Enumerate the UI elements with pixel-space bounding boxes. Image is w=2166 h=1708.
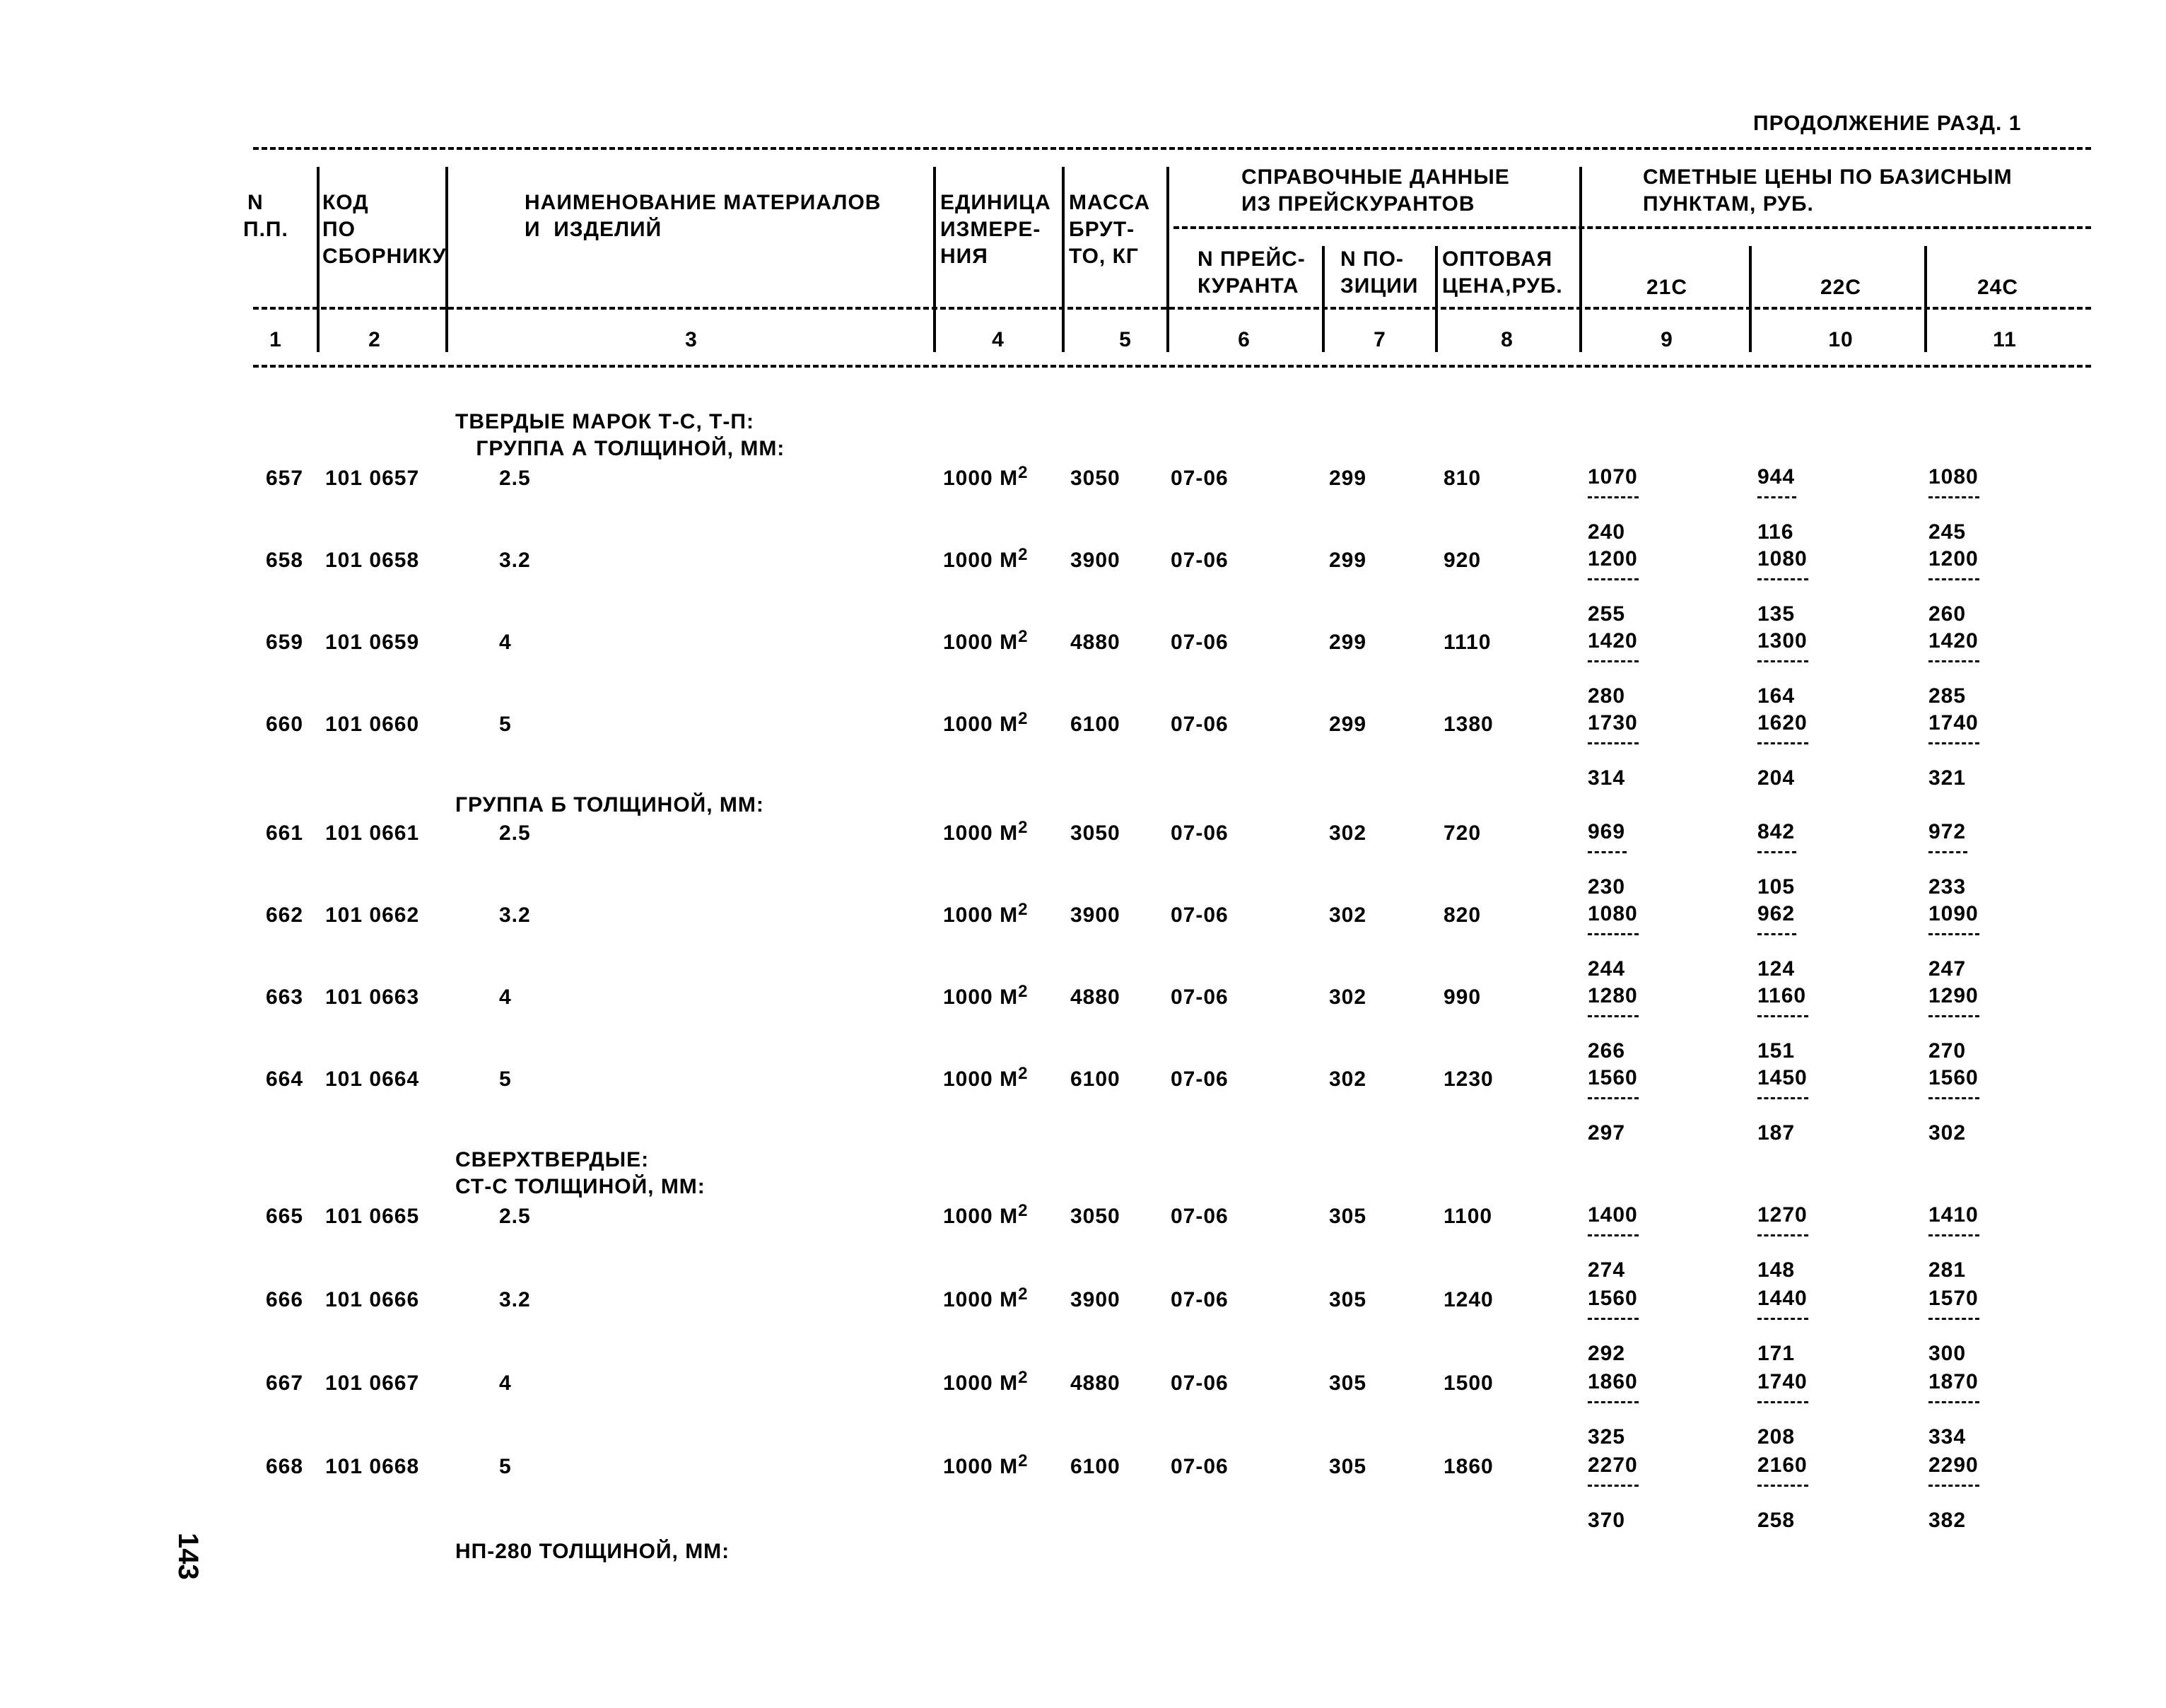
- row-wholesale-price: 820: [1444, 903, 1482, 927]
- col-number: 4: [992, 328, 1005, 351]
- row-estimate-p22-top: 962: [1757, 902, 1796, 925]
- row-code: 101 0660: [325, 713, 420, 736]
- row-estimate-p24-bottom: 260: [1928, 602, 1967, 626]
- fraction-bar: [1757, 578, 1808, 580]
- row-position: 299: [1329, 713, 1367, 736]
- header-code: СБОРНИКУ: [322, 245, 447, 268]
- fraction-bar: [1928, 933, 1979, 935]
- header-unit: ИЗМЕРЕ-: [940, 218, 1041, 241]
- row-price-list: 07-06: [1171, 1371, 1229, 1395]
- unit-text: 1000 М: [943, 903, 1019, 927]
- row-estimate-p24-top: 2290: [1928, 1453, 1979, 1477]
- fraction-bar: [1757, 1097, 1808, 1099]
- row-number: 658: [266, 549, 304, 572]
- row-code: 101 0658: [325, 549, 420, 572]
- row-number: 664: [266, 1068, 304, 1091]
- row-unit: [943, 627, 1029, 654]
- header-wholesale: ОПТОВАЯ: [1442, 247, 1553, 271]
- fraction-bar: [1588, 1015, 1639, 1017]
- row-wholesale-price: 920: [1444, 549, 1482, 572]
- fraction-bar: [1588, 1485, 1639, 1487]
- row-position: 305: [1329, 1371, 1367, 1395]
- unit-superscript: 2: [1018, 1451, 1029, 1470]
- row-estimate-p22-top: 842: [1757, 820, 1796, 843]
- row-name: 4: [499, 1371, 512, 1395]
- continuation-note: ПРОДОЛЖЕНИЕ РАЗД. 1: [1753, 112, 2022, 135]
- row-estimate-p24-bottom: 270: [1928, 1039, 1967, 1063]
- row-mass: 3050: [1070, 1205, 1120, 1228]
- row-estimate-p21-top: 1070: [1588, 465, 1638, 489]
- row-estimate-p21-bottom: 240: [1588, 520, 1626, 544]
- row-unit: [943, 1285, 1029, 1311]
- row-mass: 4880: [1070, 985, 1120, 1009]
- row-estimate-p22-bottom: 171: [1757, 1342, 1796, 1365]
- unit-superscript: 2: [1018, 1201, 1029, 1220]
- row-name: 3.2: [499, 903, 531, 927]
- row-position: 305: [1329, 1205, 1367, 1228]
- row-wholesale-price: 810: [1444, 467, 1482, 490]
- fraction-bar: [1757, 742, 1808, 744]
- row-name: 5: [499, 713, 512, 736]
- group-heading: ГРУППА Б ТОЛЩИНОЙ, ММ:: [455, 793, 764, 817]
- row-estimate-p21-bottom: 244: [1588, 957, 1626, 981]
- row-wholesale-price: 1860: [1444, 1455, 1494, 1478]
- unit-superscript: 2: [1018, 545, 1029, 564]
- row-estimate-p24-bottom: 321: [1928, 766, 1967, 790]
- unit-text: 1000 М: [943, 631, 1019, 654]
- row-position: 299: [1329, 467, 1367, 490]
- header-name: И ИЗДЕЛИЙ: [525, 218, 662, 241]
- row-wholesale-price: 1380: [1444, 713, 1494, 736]
- row-estimate-p21-top: 969: [1588, 820, 1626, 843]
- header-np: N: [247, 191, 264, 214]
- row-unit: [943, 1064, 1029, 1091]
- row-estimate-p24-top: 1090: [1928, 902, 1979, 925]
- fraction-bar: [1588, 1401, 1639, 1403]
- row-estimate-p22-bottom: 258: [1757, 1509, 1796, 1532]
- row-estimate-p21-bottom: 325: [1588, 1425, 1626, 1449]
- col-number: 5: [1119, 328, 1132, 351]
- row-estimate-p21-top: 1560: [1588, 1287, 1638, 1310]
- fraction-bar: [1928, 1097, 1979, 1099]
- row-number: 657: [266, 467, 304, 490]
- row-number: 663: [266, 985, 304, 1009]
- col-sep: [1062, 167, 1065, 352]
- row-estimate-p21-bottom: 370: [1588, 1509, 1626, 1532]
- row-estimate-p22-bottom: 151: [1757, 1039, 1796, 1063]
- unit-text: 1000 М: [943, 1371, 1019, 1395]
- fraction-bar: [1757, 1401, 1808, 1403]
- row-mass: 4880: [1070, 631, 1120, 654]
- unit-superscript: 2: [1018, 463, 1029, 482]
- row-estimate-p24-bottom: 233: [1928, 875, 1967, 899]
- row-estimate-p21-top: 1200: [1588, 547, 1638, 571]
- row-name: 3.2: [499, 1288, 531, 1311]
- row-price-list: 07-06: [1171, 631, 1229, 654]
- fraction-bar: [1757, 1318, 1808, 1320]
- row-estimate-p21-top: 1730: [1588, 711, 1638, 735]
- fraction-bar: [1928, 1485, 1979, 1487]
- row-price-list: 07-06: [1171, 985, 1229, 1009]
- fraction-bar: [1757, 1015, 1808, 1017]
- row-estimate-p22-top: 1080: [1757, 547, 1808, 571]
- unit-text: 1000 М: [943, 549, 1019, 572]
- row-price-list: 07-06: [1171, 1205, 1229, 1228]
- fraction-bar: [1588, 1097, 1639, 1099]
- header-code: КОД: [322, 191, 369, 214]
- fraction-bar: [1588, 1318, 1639, 1320]
- header-price-list: N ПРЕЙС-: [1198, 247, 1306, 271]
- row-position: 299: [1329, 549, 1367, 572]
- fraction-bar: [1928, 660, 1979, 662]
- header-mid-rule: [253, 307, 2091, 310]
- row-estimate-p22-top: 944: [1757, 465, 1796, 489]
- row-code: 101 0663: [325, 985, 420, 1009]
- unit-text: 1000 М: [943, 1205, 1019, 1228]
- header-reference-group: ИЗ ПРЕЙСКУРАНТОВ: [1241, 192, 1475, 216]
- group-heading: ГРУППА А ТОЛЩИНОЙ, ММ:: [469, 437, 785, 460]
- row-wholesale-price: 1240: [1444, 1288, 1494, 1311]
- row-estimate-p21-bottom: 314: [1588, 766, 1626, 790]
- row-number: 667: [266, 1371, 304, 1395]
- row-estimate-p24-top: 972: [1928, 820, 1967, 843]
- fraction-bar: [1588, 660, 1639, 662]
- row-price-list: 07-06: [1171, 467, 1229, 490]
- unit-superscript: 2: [1018, 1285, 1029, 1304]
- fraction-bar: [1928, 1015, 1979, 1017]
- row-number: 661: [266, 821, 304, 845]
- row-estimate-p22-top: 2160: [1757, 1453, 1808, 1477]
- fraction-bar: [1757, 1234, 1808, 1236]
- row-position: 305: [1329, 1288, 1367, 1311]
- row-code: 101 0661: [325, 821, 420, 845]
- unit-superscript: 2: [1018, 900, 1029, 919]
- row-estimate-p22-bottom: 204: [1757, 766, 1796, 790]
- header-estimate-group: ПУНКТАМ, РУБ.: [1643, 192, 1814, 216]
- row-price-list: 07-06: [1171, 1068, 1229, 1091]
- row-unit: [943, 982, 1029, 1009]
- header-position: N ПО-: [1340, 247, 1404, 271]
- row-name: 2.5: [499, 821, 531, 845]
- row-name: 2.5: [499, 467, 531, 490]
- row-price-list: 07-06: [1171, 1288, 1229, 1311]
- row-unit: [943, 545, 1029, 572]
- row-estimate-p22-top: 1740: [1757, 1370, 1808, 1393]
- fraction-bar: [1757, 933, 1796, 935]
- col-sep: [1435, 246, 1438, 352]
- row-estimate-p21-bottom: 255: [1588, 602, 1626, 626]
- row-name: 4: [499, 985, 512, 1009]
- row-price-list: 07-06: [1171, 549, 1229, 572]
- header-top-rule: [253, 147, 2091, 150]
- col-number: 3: [685, 328, 698, 351]
- row-price-list: 07-06: [1171, 1455, 1229, 1478]
- row-estimate-p24-top: 1290: [1928, 984, 1979, 1007]
- row-estimate-p24-top: 1740: [1928, 711, 1979, 735]
- row-position: 302: [1329, 903, 1367, 927]
- row-mass: 6100: [1070, 713, 1120, 736]
- row-estimate-p24-top: 1420: [1928, 629, 1979, 653]
- row-price-list: 07-06: [1171, 713, 1229, 736]
- row-estimate-p22-bottom: 124: [1757, 957, 1796, 981]
- row-name: 4: [499, 631, 512, 654]
- row-estimate-p24-top: 1410: [1928, 1203, 1979, 1227]
- row-name: 2.5: [499, 1205, 531, 1228]
- row-wholesale-price: 1100: [1444, 1205, 1493, 1228]
- group-heading: СТ-С ТОЛЩИНОЙ, ММ:: [455, 1175, 706, 1198]
- unit-superscript: 2: [1018, 709, 1029, 728]
- fraction-bar: [1757, 1485, 1808, 1487]
- row-estimate-p24-top: 1870: [1928, 1370, 1979, 1393]
- fraction-bar: [1588, 496, 1639, 498]
- row-name: 5: [499, 1455, 512, 1478]
- row-position: 302: [1329, 1068, 1367, 1091]
- header-reference-group: СПРАВОЧНЫЕ ДАННЫЕ: [1241, 165, 1510, 189]
- row-estimate-p24-top: 1200: [1928, 547, 1979, 571]
- row-estimate-p22-bottom: 105: [1757, 875, 1796, 899]
- row-unit: [943, 1451, 1029, 1478]
- row-estimate-p24-bottom: 302: [1928, 1121, 1967, 1145]
- row-mass: 4880: [1070, 1371, 1120, 1395]
- row-unit: [943, 709, 1029, 736]
- header-price-24c: 24С: [1977, 276, 2019, 299]
- row-position: 299: [1329, 631, 1367, 654]
- unit-text: 1000 М: [943, 985, 1019, 1009]
- fraction-bar: [1757, 660, 1808, 662]
- row-code: 101 0662: [325, 903, 420, 927]
- row-wholesale-price: 720: [1444, 821, 1482, 845]
- row-estimate-p22-top: 1620: [1757, 711, 1808, 735]
- row-estimate-p22-bottom: 187: [1757, 1121, 1796, 1145]
- row-position: 302: [1329, 985, 1367, 1009]
- col-number: 6: [1238, 328, 1251, 351]
- header-bottom-rule: [253, 365, 2091, 368]
- fraction-bar: [1588, 578, 1639, 580]
- col-sep: [1579, 167, 1582, 352]
- row-code: 101 0666: [325, 1288, 420, 1311]
- header-price-22c: 22С: [1820, 276, 1862, 299]
- row-wholesale-price: 1110: [1444, 631, 1492, 654]
- row-number: 659: [266, 631, 304, 654]
- row-wholesale-price: 1500: [1444, 1371, 1494, 1395]
- page-number: 143: [172, 1533, 204, 1580]
- row-estimate-p21-top: 1280: [1588, 984, 1638, 1007]
- row-unit: [943, 1368, 1029, 1395]
- unit-superscript: 2: [1018, 818, 1029, 837]
- row-code: 101 0657: [325, 467, 420, 490]
- row-estimate-p24-bottom: 285: [1928, 684, 1967, 708]
- row-mass: 6100: [1070, 1455, 1120, 1478]
- row-code: 101 0659: [325, 631, 420, 654]
- unit-superscript: 2: [1018, 1064, 1029, 1083]
- header-mass: МАССА: [1069, 191, 1151, 214]
- row-mass: 3050: [1070, 467, 1120, 490]
- unit-superscript: 2: [1018, 627, 1029, 646]
- group-heading: СВЕРХТВЕРДЫЕ:: [455, 1148, 650, 1171]
- row-estimate-p24-top: 1570: [1928, 1287, 1979, 1310]
- fraction-bar: [1588, 933, 1639, 935]
- header-price-21c: 21С: [1646, 276, 1688, 299]
- header-code: ПО: [322, 218, 356, 241]
- row-estimate-p21-top: 1560: [1588, 1066, 1638, 1089]
- col-sep: [1749, 246, 1752, 352]
- fraction-bar: [1928, 496, 1979, 498]
- fraction-bar: [1588, 851, 1627, 853]
- row-estimate-p24-bottom: 245: [1928, 520, 1967, 544]
- fraction-bar: [1757, 496, 1796, 498]
- header-price-list: КУРАНТА: [1198, 274, 1299, 298]
- row-code: 101 0664: [325, 1068, 420, 1091]
- unit-text: 1000 М: [943, 1288, 1019, 1311]
- col-sep: [1322, 246, 1325, 352]
- group-heading: НП-280 ТОЛЩИНОЙ, ММ:: [455, 1540, 730, 1563]
- group-heading: ТВЕРДЫЕ МАРОК Т-С, Т-П:: [455, 410, 754, 433]
- row-number: 668: [266, 1455, 304, 1478]
- row-estimate-p21-bottom: 280: [1588, 684, 1626, 708]
- row-estimate-p21-bottom: 292: [1588, 1342, 1626, 1365]
- fraction-bar: [1928, 742, 1979, 744]
- row-estimate-p21-top: 1080: [1588, 902, 1638, 925]
- fraction-bar: [1928, 851, 1967, 853]
- row-estimate-p24-bottom: 334: [1928, 1425, 1967, 1449]
- header-wholesale: ЦЕНА,РУБ.: [1442, 274, 1563, 298]
- row-estimate-p22-bottom: 148: [1757, 1258, 1796, 1282]
- header-mass: БРУТ-: [1069, 218, 1135, 241]
- row-position: 302: [1329, 821, 1367, 845]
- fraction-bar: [1928, 1234, 1979, 1236]
- row-mass: 3050: [1070, 821, 1120, 845]
- header-unit: ЕДИНИЦА: [940, 191, 1051, 214]
- row-price-list: 07-06: [1171, 903, 1229, 927]
- row-estimate-p21-bottom: 274: [1588, 1258, 1626, 1282]
- row-unit: [943, 1201, 1029, 1228]
- fraction-bar: [1928, 1401, 1979, 1403]
- row-estimate-p22-top: 1300: [1757, 629, 1808, 653]
- row-estimate-p21-top: 1400: [1588, 1203, 1638, 1227]
- unit-superscript: 2: [1018, 1368, 1029, 1387]
- row-position: 305: [1329, 1455, 1367, 1478]
- col-sep: [317, 167, 320, 352]
- col-number: 1: [269, 328, 282, 351]
- row-name: 5: [499, 1068, 512, 1091]
- row-unit: [943, 818, 1029, 845]
- unit-text: 1000 М: [943, 821, 1019, 845]
- row-code: 101 0667: [325, 1371, 420, 1395]
- row-number: 665: [266, 1205, 304, 1228]
- row-estimate-p24-bottom: 247: [1928, 957, 1967, 981]
- row-estimate-p22-bottom: 135: [1757, 602, 1796, 626]
- row-wholesale-price: 1230: [1444, 1068, 1494, 1091]
- row-estimate-p21-top: 2270: [1588, 1453, 1638, 1477]
- fraction-bar: [1588, 1234, 1639, 1236]
- header-np: П.П.: [243, 218, 288, 241]
- fraction-bar: [1588, 742, 1639, 744]
- row-unit: [943, 900, 1029, 927]
- header-unit: НИЯ: [940, 245, 988, 268]
- row-price-list: 07-06: [1171, 821, 1229, 845]
- row-mass: 6100: [1070, 1068, 1120, 1091]
- row-mass: 3900: [1070, 549, 1120, 572]
- row-estimate-p22-bottom: 164: [1757, 684, 1796, 708]
- row-estimate-p21-top: 1860: [1588, 1370, 1638, 1393]
- unit-text: 1000 М: [943, 1455, 1019, 1478]
- col-number: 9: [1661, 328, 1673, 351]
- fraction-bar: [1757, 851, 1796, 853]
- col-number: 10: [1828, 328, 1854, 351]
- row-mass: 3900: [1070, 1288, 1120, 1311]
- col-sep: [1924, 246, 1927, 352]
- row-estimate-p22-top: 1270: [1757, 1203, 1808, 1227]
- row-estimate-p21-top: 1420: [1588, 629, 1638, 653]
- row-mass: 3900: [1070, 903, 1120, 927]
- row-code: 101 0665: [325, 1205, 420, 1228]
- header-estimate-group: СМЕТНЫЕ ЦЕНЫ ПО БАЗИСНЫМ: [1643, 165, 2013, 189]
- header-mass: ТО, КГ: [1069, 245, 1139, 268]
- header-name: НАИМЕНОВАНИЕ МАТЕРИАЛОВ: [525, 191, 882, 214]
- fraction-bar: [1928, 578, 1979, 580]
- row-unit: [943, 463, 1029, 490]
- row-name: 3.2: [499, 549, 531, 572]
- row-estimate-p22-top: 1440: [1757, 1287, 1808, 1310]
- row-estimate-p21-bottom: 297: [1588, 1121, 1626, 1145]
- row-wholesale-price: 990: [1444, 985, 1482, 1009]
- col-number: 11: [1993, 328, 2017, 351]
- col-sep: [1166, 167, 1169, 352]
- unit-text: 1000 М: [943, 713, 1019, 736]
- row-estimate-p24-bottom: 382: [1928, 1509, 1967, 1532]
- row-code: 101 0668: [325, 1455, 420, 1478]
- row-estimate-p24-bottom: 300: [1928, 1342, 1967, 1365]
- row-number: 662: [266, 903, 304, 927]
- row-estimate-p24-top: 1080: [1928, 465, 1979, 489]
- col-number: 7: [1374, 328, 1386, 351]
- unit-superscript: 2: [1018, 982, 1029, 1001]
- unit-text: 1000 М: [943, 467, 1019, 490]
- row-estimate-p21-bottom: 230: [1588, 875, 1626, 899]
- header-position: ЗИЦИИ: [1340, 274, 1419, 298]
- row-number: 666: [266, 1288, 304, 1311]
- row-estimate-p22-top: 1160: [1757, 984, 1807, 1007]
- fraction-bar: [1928, 1318, 1979, 1320]
- row-number: 660: [266, 713, 304, 736]
- col-sep: [933, 167, 936, 352]
- subheader-rule: [1173, 226, 2091, 229]
- row-estimate-p22-bottom: 116: [1757, 520, 1794, 544]
- row-estimate-p22-bottom: 208: [1757, 1425, 1796, 1449]
- row-estimate-p21-bottom: 266: [1588, 1039, 1626, 1063]
- unit-text: 1000 М: [943, 1068, 1019, 1091]
- col-number: 2: [368, 328, 381, 351]
- row-estimate-p24-top: 1560: [1928, 1066, 1979, 1089]
- row-estimate-p24-bottom: 281: [1928, 1258, 1967, 1282]
- col-number: 8: [1501, 328, 1514, 351]
- row-estimate-p22-top: 1450: [1757, 1066, 1808, 1089]
